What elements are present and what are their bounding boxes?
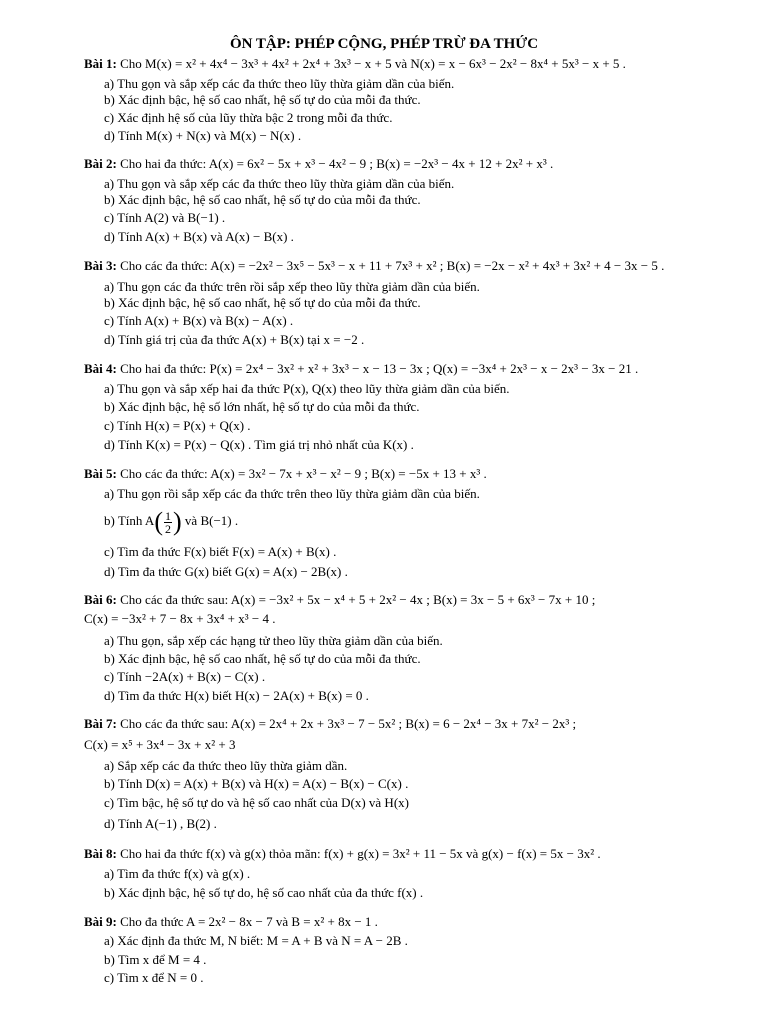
problem-label: Bài 8:	[84, 846, 117, 861]
item-text: b) Xác định bậc, hệ số cao nhất, hệ số tự do của mỗi đa thức.	[104, 651, 421, 666]
problem-statement	[84, 592, 595, 608]
item-text: d) Tìm đa thức G(x) biết G(x) = A(x) − 2B(x) .	[104, 564, 348, 579]
item-text: c) Tìm đa thức F(x) biết F(x) = A(x) + B(x) .	[104, 544, 337, 559]
item-text: a) Thu gọn và sắp xếp các đa thức theo lũy thừa giảm dần của biến.	[104, 176, 455, 191]
problem-item	[104, 633, 443, 649]
item-text: c) Tính −2A(x) + B(x) − C(x) .	[104, 669, 266, 684]
fraction	[163, 510, 173, 535]
statement-text: C(x) = x⁵ + 3x⁴ − 3x + x² + 3	[84, 737, 236, 752]
problem-item	[104, 688, 369, 704]
problem-item	[104, 210, 225, 226]
problem-item	[104, 128, 301, 144]
item-text: a) Sắp xếp các đa thức theo lũy thừa giảm dần.	[104, 758, 348, 773]
item-text: d) Tính A(x) + B(x) và A(x) − B(x) .	[104, 229, 294, 244]
item-text: a) Xác định đa thức M, N biết: M = A + B và N = A − 2B .	[104, 933, 408, 948]
item-text-tail: và B(−1) .	[181, 513, 239, 528]
item-text: c) Tìm bậc, hệ số tự do và hệ số cao nhất của D(x) và H(x)	[104, 795, 409, 810]
problem-label: Bài 9:	[84, 914, 117, 929]
item-text: c) Tính A(x) + B(x) và B(x) − A(x) .	[104, 313, 294, 328]
problem-label: Bài 7:	[84, 716, 117, 731]
statement-text: Cho đa thức A = 2x² − 8x − 7 và B = x² + 8x − 1 .	[116, 914, 378, 929]
statement-text: Cho các đa thức sau: A(x) = −3x² + 5x − x⁴ + 5 + 2x² − 4x ; B(x) = 3x − 5 + 6x³ − 7x + 10 ;	[116, 592, 596, 607]
paren-right: )	[173, 507, 182, 537]
problem-item	[104, 110, 392, 126]
problem-statement	[84, 611, 275, 627]
item-text: b) Tính D(x) = A(x) + B(x) và H(x) = A(x) − B(x) − C(x) .	[104, 776, 409, 791]
problem-item	[104, 970, 204, 986]
item-text: a) Thu gọn, sắp xếp các hạng tử theo lũy thừa giảm dần của biến.	[104, 633, 443, 648]
item-text: c) Xác định hệ số của lũy thừa bậc 2 trong mỗi đa thức.	[104, 110, 393, 125]
statement-text: Cho các đa thức: A(x) = 3x² − 7x + x³ − x² − 9 ; B(x) = −5x + 13 + x³ .	[116, 466, 487, 481]
statement-text: Cho các đa thức: A(x) = −2x² − 3x⁵ − 5x³ − x + 11 + 7x³ + x² ; B(x) = −2x − x² + 4x³ + 3x² + 4 − 3x − 5 .	[116, 258, 665, 273]
item-text: d) Tính M(x) + N(x) và M(x) − N(x) .	[104, 128, 302, 143]
fraction-numerator: 1	[165, 508, 171, 523]
problem-item	[104, 418, 251, 434]
item-text: a) Thu gọn rồi sắp xếp các đa thức trên theo lũy thừa giảm dần của biến.	[104, 486, 480, 501]
problem-item	[104, 816, 217, 832]
item-text: b) Tìm x để M = 4 .	[104, 952, 207, 967]
problem-statement	[84, 846, 601, 862]
item-text: b) Xác định bậc, hệ số tự do, hệ số cao nhất của đa thức f(x) .	[104, 885, 424, 900]
problem-statement	[84, 737, 235, 753]
problem-item	[104, 866, 250, 882]
item-text: b) Tính A	[104, 513, 155, 528]
problem-statement	[84, 361, 638, 377]
problem-item	[104, 952, 206, 968]
problem-item	[104, 885, 423, 901]
item-text: d) Tính giá trị của đa thức A(x) + B(x) tại x = −2 .	[104, 332, 365, 347]
problem-item	[104, 795, 409, 811]
item-text: a) Thu gọn các đa thức trên rồi sắp xếp theo lũy thừa giảm dần của biến.	[104, 279, 480, 294]
problem-item	[104, 933, 408, 949]
problem-label: Bài 1:	[84, 56, 117, 71]
problem-item	[104, 229, 294, 245]
problem-label: Bài 6:	[84, 592, 117, 607]
problem-statement	[84, 466, 487, 482]
problem-item	[104, 279, 480, 295]
problem-item	[104, 92, 421, 108]
item-text: d) Tính A(−1) , B(2) .	[104, 816, 217, 831]
statement-text: Cho hai đa thức f(x) và g(x) thỏa mãn: f(x) + g(x) = 3x² + 11 − 5x và g(x) − f(x) = 5x − 3x² .	[116, 846, 601, 861]
item-text: b) Xác định bậc, hệ số cao nhất, hệ số tự do của mỗi đa thức.	[104, 92, 421, 107]
problem-item	[104, 758, 347, 774]
statement-text: Cho M(x) = x² + 4x⁴ − 3x³ + 4x² + 2x⁴ + 3x³ − x + 5 và N(x) = x − 6x³ − 2x² − 8x⁴ + 5x³ − x + 5 .	[116, 56, 626, 71]
problem-item	[104, 295, 421, 311]
problem-label: Bài 5:	[84, 466, 117, 481]
item-text: a) Thu gọn và sắp xếp các đa thức theo lũy thừa giảm dần của biến.	[104, 76, 455, 91]
paren-left: (	[154, 507, 163, 537]
problem-statement	[84, 56, 626, 72]
problem-item	[104, 381, 510, 397]
problem-item	[104, 332, 364, 348]
problem-item	[104, 776, 408, 792]
problem-item	[104, 544, 336, 560]
item-text: c) Tính H(x) = P(x) + Q(x) .	[104, 418, 251, 433]
problem-item	[104, 669, 265, 685]
item-text: c) Tính A(2) và B(−1) .	[104, 210, 226, 225]
problem-item	[104, 76, 454, 92]
fraction-denominator: 2	[165, 521, 171, 536]
statement-text: Cho hai đa thức: A(x) = 6x² − 5x + x³ − 4x² − 9 ; B(x) = −2x³ − 4x + 12 + 2x² + x³ .	[116, 156, 554, 171]
problem-statement	[84, 716, 576, 732]
page-title: ÔN TẬP: PHÉP CỘNG, PHÉP TRỪ ĐA THỨC	[229, 36, 539, 52]
problem-label: Bài 2:	[84, 156, 117, 171]
problem-item	[104, 651, 421, 667]
problem-item	[104, 437, 414, 453]
problem-item	[104, 486, 480, 502]
statement-text: C(x) = −3x² + 7 − 8x + 3x⁴ + x³ − 4 .	[84, 611, 276, 626]
item-text: b) Xác định bậc, hệ số cao nhất, hệ số tự do của mỗi đa thức.	[104, 295, 421, 310]
statement-text: Cho hai đa thức: P(x) = 2x⁴ − 3x² + x² + 3x³ − x − 13 − 3x ; Q(x) = −3x⁴ + 2x³ − x − 2x³ − 3x − 21 .	[116, 361, 639, 376]
problem-item	[104, 192, 421, 208]
item-text: a) Tìm đa thức f(x) và g(x) .	[104, 866, 251, 881]
problem-label: Bài 3:	[84, 258, 117, 273]
item-text: a) Thu gọn và sắp xếp hai đa thức P(x), Q(x) theo lũy thừa giảm dần của biến.	[104, 381, 510, 396]
problem-statement	[84, 258, 664, 274]
problem-label: Bài 4:	[84, 361, 117, 376]
problem-statement	[84, 156, 553, 172]
item-text: d) Tìm đa thức H(x) biết H(x) − 2A(x) + B(x) = 0 .	[104, 688, 369, 703]
problem-item	[104, 564, 348, 580]
item-text: b) Xác định bậc, hệ số lớn nhất, hệ số tự do của mỗi đa thức.	[104, 399, 420, 414]
problem-item	[104, 313, 293, 329]
item-text: c) Tìm x để N = 0 .	[104, 970, 204, 985]
problem-item	[104, 399, 420, 415]
problem-item	[104, 176, 454, 192]
statement-text: Cho các đa thức sau: A(x) = 2x⁴ + 2x + 3x³ − 7 − 5x² ; B(x) = 6 − 2x⁴ − 3x + 7x² − 2x³ ;	[116, 716, 577, 731]
problem-statement	[84, 914, 378, 930]
item-text: d) Tính K(x) = P(x) − Q(x) . Tìm giá trị nhỏ nhất của K(x) .	[104, 437, 414, 452]
item-text: b) Xác định bậc, hệ số cao nhất, hệ số tự do của mỗi đa thức.	[104, 192, 421, 207]
problem-item	[104, 504, 238, 538]
